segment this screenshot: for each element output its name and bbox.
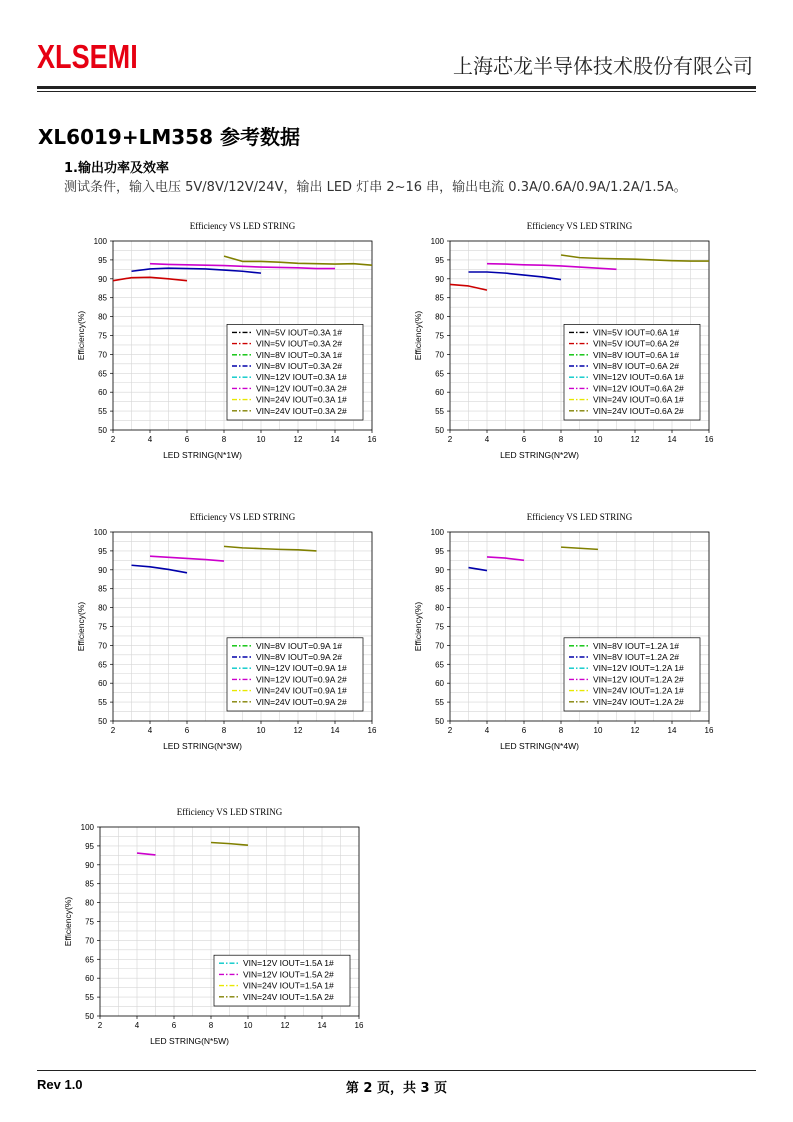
y-tick-label: 75	[435, 331, 444, 341]
chart-title: Efficiency VS LED STRING	[526, 512, 633, 522]
y-tick-label: 60	[435, 388, 444, 398]
chart-title: Efficiency VS LED STRING	[176, 807, 283, 817]
y-tick-label: 90	[98, 274, 107, 284]
legend-label: VIN=5V IOUT=0.6A 1#	[593, 327, 679, 338]
x-tick-label: 8	[221, 435, 227, 444]
y-tick-label: 55	[85, 993, 94, 1003]
y-tick-label: 90	[85, 860, 94, 870]
legend-label: VIN=12V IOUT=0.3A 1#	[256, 372, 347, 383]
x-tick-label: 8	[558, 726, 564, 735]
efficiency-chart-1w	[70, 215, 380, 470]
x-tick-label: 12	[280, 1021, 290, 1030]
legend-label: VIN=24V IOUT=0.9A 1#	[256, 685, 347, 696]
x-tick-label: 16	[704, 726, 714, 735]
legend-label: VIN=12V IOUT=1.2A 1#	[593, 663, 684, 674]
x-tick-label: 4	[134, 1021, 140, 1030]
y-tick-label: 95	[98, 546, 107, 556]
y-tick-label: 85	[98, 584, 107, 594]
legend-label: VIN=5V IOUT=0.3A 2#	[256, 338, 342, 349]
x-tick-label: 14	[667, 435, 677, 444]
section-title: 1.输出功率及效率	[64, 161, 169, 176]
y-axis-label: Efficiency(%)	[413, 601, 423, 652]
legend-label: VIN=12V IOUT=0.3A 2#	[256, 383, 347, 394]
y-tick-label: 50	[435, 426, 444, 435]
legend-label: VIN=24V IOUT=1.2A 1#	[593, 685, 684, 696]
x-tick-label: 10	[256, 726, 266, 735]
x-tick-label: 6	[521, 435, 527, 444]
x-tick-label: 4	[147, 435, 153, 444]
x-axis-label: LED STRING(N*2W)	[500, 450, 579, 460]
x-tick-label: 12	[293, 726, 303, 735]
y-tick-label: 70	[98, 641, 107, 651]
y-tick-label: 100	[93, 528, 107, 537]
document-title: XL6019+LM358 参考数据	[38, 125, 300, 149]
legend-label: VIN=8V IOUT=0.6A 2#	[593, 361, 679, 371]
legend-label: VIN=5V IOUT=0.6A 2#	[593, 338, 679, 349]
legend-label: VIN=8V IOUT=0.9A 1#	[256, 640, 342, 651]
x-tick-label: 14	[330, 726, 340, 735]
legend-label: VIN=8V IOUT=0.9A 2#	[256, 652, 342, 662]
footer-rule	[37, 1070, 756, 1071]
x-tick-label: 14	[667, 726, 677, 735]
y-tick-label: 50	[85, 1012, 94, 1021]
legend-label: VIN=24V IOUT=0.3A 2#	[256, 405, 347, 416]
legend-label: VIN=12V IOUT=0.9A 2#	[256, 674, 347, 685]
x-tick-label: 16	[704, 435, 714, 444]
y-tick-label: 65	[98, 660, 107, 670]
x-tick-label: 4	[147, 726, 153, 735]
x-tick-label: 14	[317, 1021, 327, 1030]
section-description: 测试条件，输入电压 5V/8V/12V/24V，输出 LED 灯串 2~16 串，输出电流 0.3A/0.6A/0.9A/1.2A/1.5A。	[64, 180, 687, 195]
legend-label: VIN=24V IOUT=0.9A 2#	[256, 696, 347, 707]
legend-label: VIN=8V IOUT=0.3A 2#	[256, 361, 342, 371]
x-tick-label: 16	[367, 435, 377, 444]
y-tick-label: 50	[98, 426, 107, 435]
x-axis-label: LED STRING(N*5W)	[150, 1036, 229, 1046]
header-rule-thin	[37, 91, 756, 92]
y-axis-label: Efficiency(%)	[413, 310, 423, 361]
legend-label: VIN=24V IOUT=1.5A 2#	[243, 991, 334, 1002]
y-tick-label: 55	[435, 407, 444, 417]
y-axis-label: Efficiency(%)	[76, 601, 86, 652]
y-tick-label: 50	[435, 717, 444, 726]
x-tick-label: 10	[256, 435, 266, 444]
x-tick-label: 10	[593, 726, 603, 735]
y-tick-label: 65	[85, 955, 94, 965]
y-axis-label: Efficiency(%)	[63, 896, 73, 947]
x-axis-label: LED STRING(N*4W)	[500, 741, 579, 751]
y-tick-label: 70	[435, 350, 444, 360]
y-tick-label: 100	[93, 237, 107, 246]
efficiency-chart-2w	[407, 215, 717, 470]
legend-label: VIN=24V IOUT=1.2A 2#	[593, 696, 684, 707]
x-tick-label: 6	[171, 1021, 177, 1030]
x-tick-label: 16	[367, 726, 377, 735]
y-tick-label: 80	[98, 603, 107, 613]
y-tick-label: 80	[435, 603, 444, 613]
y-tick-label: 70	[98, 350, 107, 360]
y-tick-label: 95	[435, 546, 444, 556]
legend-label: VIN=12V IOUT=0.9A 1#	[256, 663, 347, 674]
efficiency-chart-4w	[407, 506, 717, 761]
y-tick-label: 75	[435, 622, 444, 632]
x-tick-label: 8	[558, 435, 564, 444]
x-tick-label: 2	[447, 435, 453, 444]
x-tick-label: 10	[593, 435, 603, 444]
y-tick-label: 80	[85, 898, 94, 908]
y-axis-label: Efficiency(%)	[76, 310, 86, 361]
y-tick-label: 70	[85, 936, 94, 946]
x-tick-label: 4	[484, 726, 490, 735]
x-tick-label: 12	[630, 726, 640, 735]
y-tick-label: 90	[98, 565, 107, 575]
x-tick-label: 16	[354, 1021, 364, 1030]
x-axis-label: LED STRING(N*3W)	[163, 741, 242, 751]
legend-label: VIN=8V IOUT=0.6A 1#	[593, 349, 679, 360]
legend-label: VIN=12V IOUT=1.5A 1#	[243, 958, 334, 969]
y-tick-label: 55	[435, 698, 444, 708]
y-tick-label: 100	[430, 528, 444, 537]
y-tick-label: 65	[435, 660, 444, 670]
y-tick-label: 75	[98, 331, 107, 341]
y-tick-label: 90	[435, 565, 444, 575]
legend-label: VIN=12V IOUT=1.2A 2#	[593, 674, 684, 685]
efficiency-chart-5w	[57, 801, 367, 1056]
x-tick-label: 6	[521, 726, 527, 735]
x-tick-label: 2	[447, 726, 453, 735]
y-tick-label: 60	[98, 388, 107, 398]
x-tick-label: 2	[110, 435, 116, 444]
x-tick-label: 8	[208, 1021, 214, 1030]
y-tick-label: 60	[85, 974, 94, 984]
y-tick-label: 75	[85, 917, 94, 927]
header-rule	[37, 86, 756, 89]
x-axis-label: LED STRING(N*1W)	[163, 450, 242, 460]
legend-label: VIN=8V IOUT=0.3A 1#	[256, 349, 342, 360]
x-tick-label: 14	[330, 435, 340, 444]
legend-label: VIN=24V IOUT=0.6A 1#	[593, 394, 684, 405]
y-tick-label: 75	[98, 622, 107, 632]
company-logo: XLSEMI	[37, 38, 138, 75]
x-tick-label: 2	[110, 726, 116, 735]
y-tick-label: 90	[435, 274, 444, 284]
y-tick-label: 85	[435, 584, 444, 594]
efficiency-chart-3w	[70, 506, 380, 761]
y-tick-label: 80	[98, 312, 107, 322]
page-number: 第 2 页，共 3 页	[345, 1081, 448, 1096]
x-tick-label: 4	[484, 435, 490, 444]
legend-label: VIN=24V IOUT=0.3A 1#	[256, 394, 347, 405]
x-tick-label: 8	[221, 726, 227, 735]
y-tick-label: 85	[85, 879, 94, 889]
x-tick-label: 6	[184, 726, 190, 735]
chart-title: Efficiency VS LED STRING	[526, 221, 633, 231]
y-tick-label: 95	[85, 841, 94, 851]
legend-label: VIN=12V IOUT=0.6A 2#	[593, 383, 684, 394]
y-tick-label: 50	[98, 717, 107, 726]
legend-label: VIN=24V IOUT=0.6A 2#	[593, 405, 684, 416]
revision-label: Rev 1.0	[37, 1077, 83, 1092]
y-tick-label: 85	[98, 293, 107, 303]
company-name: 上海芯龙半导体技术股份有限公司	[453, 54, 753, 78]
y-tick-label: 65	[435, 369, 444, 379]
y-tick-label: 100	[80, 823, 94, 832]
y-tick-label: 65	[98, 369, 107, 379]
y-tick-label: 55	[98, 698, 107, 708]
x-tick-label: 2	[97, 1021, 103, 1030]
legend-label: VIN=8V IOUT=1.2A 2#	[593, 652, 679, 662]
x-tick-label: 10	[243, 1021, 253, 1030]
y-tick-label: 80	[435, 312, 444, 322]
legend-label: VIN=12V IOUT=0.6A 1#	[593, 372, 684, 383]
chart-title: Efficiency VS LED STRING	[189, 221, 296, 231]
y-tick-label: 85	[435, 293, 444, 303]
y-tick-label: 95	[435, 255, 444, 265]
legend-label: VIN=12V IOUT=1.5A 2#	[243, 969, 334, 980]
legend-label: VIN=8V IOUT=1.2A 1#	[593, 640, 679, 651]
y-tick-label: 100	[430, 237, 444, 246]
y-tick-label: 60	[435, 679, 444, 689]
y-tick-label: 70	[435, 641, 444, 651]
x-tick-label: 12	[630, 435, 640, 444]
y-tick-label: 55	[98, 407, 107, 417]
legend-label: VIN=24V IOUT=1.5A 1#	[243, 980, 334, 991]
chart-title: Efficiency VS LED STRING	[189, 512, 296, 522]
y-tick-label: 60	[98, 679, 107, 689]
x-tick-label: 12	[293, 435, 303, 444]
x-tick-label: 6	[184, 435, 190, 444]
legend-label: VIN=5V IOUT=0.3A 1#	[256, 327, 342, 338]
y-tick-label: 95	[98, 255, 107, 265]
